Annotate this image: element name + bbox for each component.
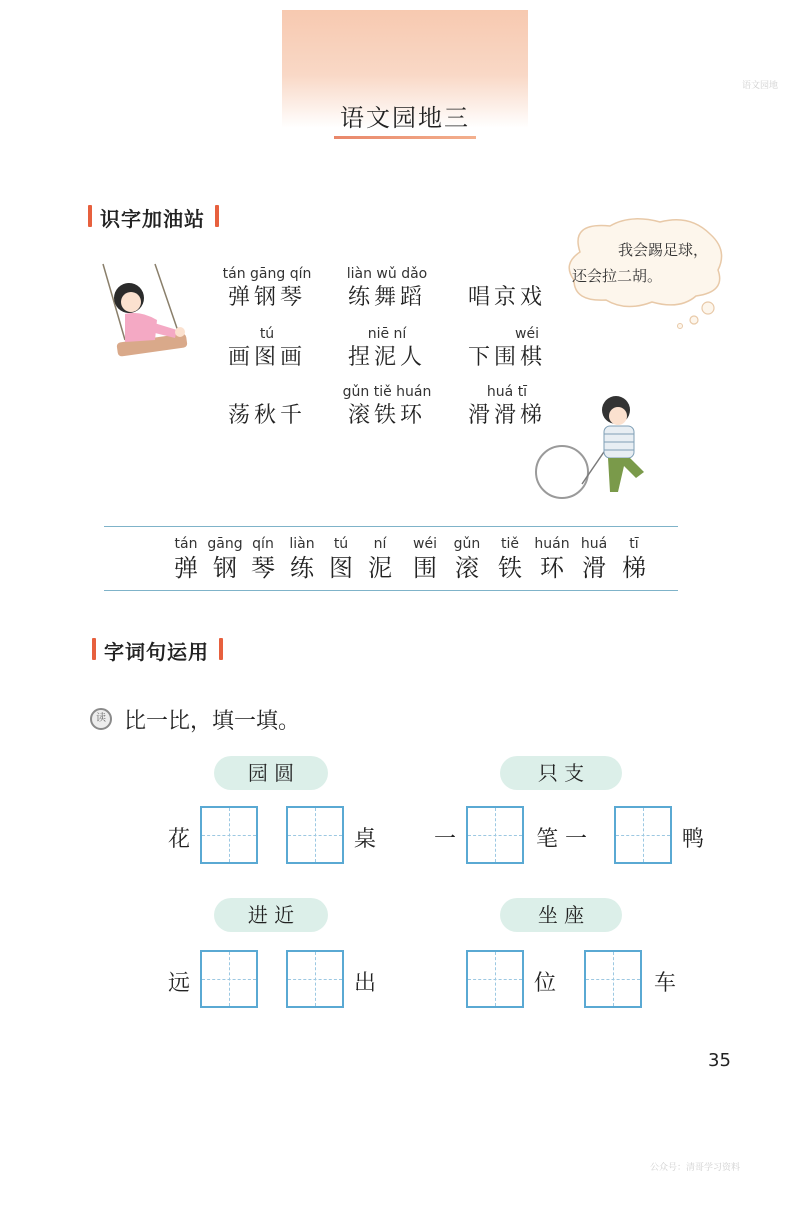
watermark-bottom: 公众号：清哥学习资料 [650, 1163, 741, 1173]
section-heading-text: 识字加油站 [100, 207, 205, 231]
heading-bar-right [215, 205, 219, 227]
section-heading-text: 字词句运用 [104, 640, 209, 664]
bubble-line-2: 还会拉二胡。 [572, 267, 663, 285]
writing-grid-1a[interactable] [200, 806, 258, 864]
writing-grid-3a[interactable] [200, 950, 258, 1008]
char-pair-2: 只 支 [500, 756, 622, 790]
writing-grid-4a[interactable] [466, 950, 524, 1008]
read-badge-icon: 读 [90, 708, 112, 730]
word-group-2-3: wéi 下围棋 [467, 326, 546, 370]
page-title: 语文园地三 [340, 104, 470, 132]
word-group-1-3: 唱京戏 [467, 285, 546, 310]
word-group-3-3: huá tī 滑滑梯 [467, 384, 546, 428]
fill-label-before-1: 花 [168, 827, 191, 852]
writing-grid-2b[interactable] [614, 806, 672, 864]
strip-char-4: liàn 练 [289, 536, 315, 582]
watermark-top: 语文园地 [742, 81, 779, 91]
writing-grid-2a[interactable] [466, 806, 524, 864]
fill-label-before-3: 远 [168, 971, 191, 996]
section-heading-usage [104, 636, 209, 665]
page-number: 35 [708, 1050, 731, 1071]
fill-label-middle-2: 笔 一 [536, 827, 587, 852]
strip-char-6: ní 泥 [368, 536, 392, 582]
word-group-2-2: niē ní 捏泥人 [347, 326, 426, 370]
strip-char-12: tī 梯 [622, 536, 646, 582]
strip-bottom-line [104, 590, 678, 591]
heading-bar-left [88, 205, 92, 227]
word-group-1-2: liàn wǔ dǎo 练舞蹈 [346, 266, 428, 310]
heading-bar-left [92, 638, 96, 660]
char-pair-3: 进 近 [214, 898, 328, 932]
word-group-3-1: 荡秋千 [227, 403, 306, 428]
strip-char-1: tán 弹 [174, 536, 198, 582]
strip-char-9: tiě 铁 [498, 536, 522, 582]
exercise-title: 比一比，填一填。 [124, 709, 301, 734]
girl-on-swing-illustration [85, 262, 195, 374]
heading-bar-right [219, 638, 223, 660]
strip-char-5: tú 图 [329, 536, 353, 582]
fill-label-middle-4: 位 [534, 971, 557, 996]
fill-label-after-1: 桌 [354, 827, 377, 852]
word-group-2-1: tú 画图画 [227, 326, 306, 370]
strip-char-7: wéi 围 [413, 536, 437, 582]
strip-char-11: huá 滑 [580, 536, 608, 582]
boy-rolling-hoop-illustration [532, 392, 657, 502]
bubble-line-1: 我会踢足球， [618, 241, 709, 259]
strip-top-line [104, 526, 678, 527]
writing-grid-1b[interactable] [286, 806, 344, 864]
writing-grid-4b[interactable] [584, 950, 642, 1008]
word-group-1-1: tán gāng qín 弹钢琴 [222, 266, 312, 310]
strip-char-10: huán 环 [534, 536, 570, 582]
section-heading-literacy [100, 203, 205, 232]
char-pair-1: 园 圆 [214, 756, 328, 790]
fill-label-after-4: 车 [654, 971, 677, 996]
fill-label-after-2: 鸭 [682, 827, 705, 852]
fill-label-before-2: 一 [434, 827, 457, 852]
strip-char-3: qín 琴 [251, 536, 275, 582]
strip-char-2: gāng 钢 [207, 536, 243, 582]
word-group-3-2: gǔn tiě huán 滚铁环 [342, 384, 432, 428]
title-underline [334, 136, 476, 139]
char-pair-4: 坐 座 [500, 898, 622, 932]
strip-char-8: gǔn 滚 [453, 536, 481, 582]
fill-label-after-3: 出 [354, 971, 377, 996]
writing-grid-3b[interactable] [286, 950, 344, 1008]
